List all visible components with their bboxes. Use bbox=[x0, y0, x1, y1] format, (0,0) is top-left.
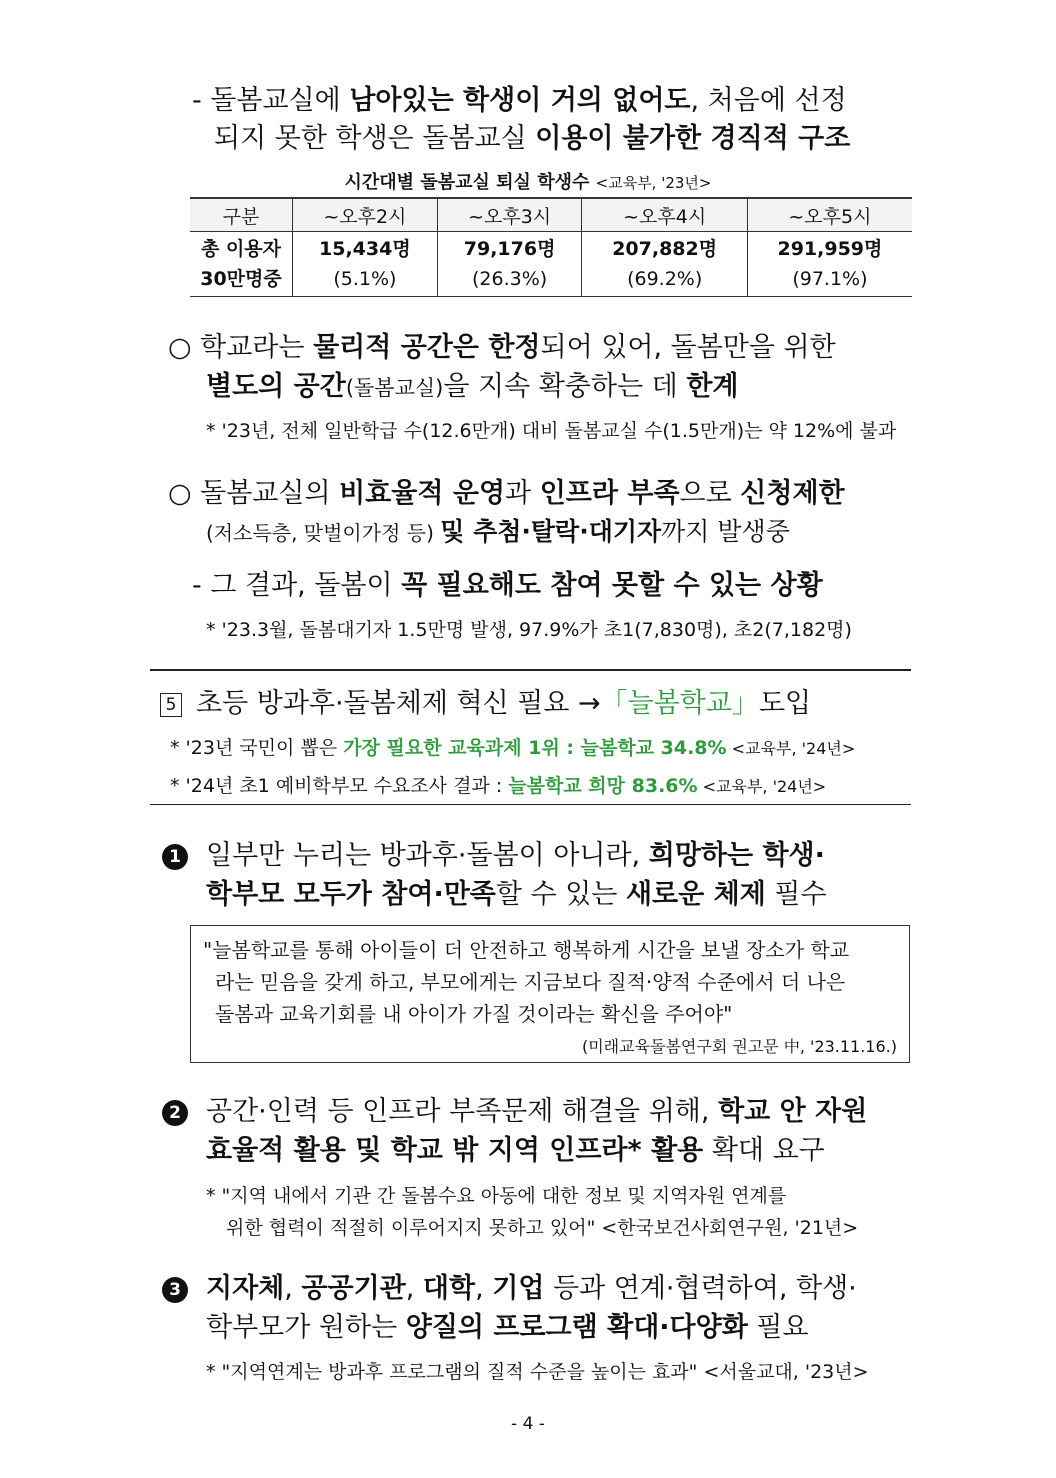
text-span: , 처음에 선정 bbox=[690, 85, 847, 116]
emphasis-text: 학교 안 자원 bbox=[718, 1096, 868, 1127]
emphasis-text: 효율적 활용 및 학교 밖 지역 인프라* 활용 bbox=[206, 1135, 704, 1166]
cell-value: 207,882명 bbox=[612, 238, 718, 260]
text-span: 을 지속 확충하는 데 bbox=[443, 371, 687, 402]
section-divider-top bbox=[150, 669, 911, 671]
table-header-cell: 구분 bbox=[190, 198, 293, 232]
paragraph-1-line-1 bbox=[168, 325, 836, 364]
cell-value: 291,959명 bbox=[777, 238, 883, 260]
emphasis-text: 공공기관 bbox=[301, 1273, 406, 1304]
item-2-number-icon: 2 bbox=[162, 1100, 188, 1126]
emphasis-text: 별도의 공간 bbox=[206, 371, 346, 402]
highlight-text: 「늘봄학교」 bbox=[600, 688, 759, 719]
item-3-line-2 bbox=[206, 1305, 809, 1344]
text-span: (저소득층, 맞벌이가정 등) bbox=[206, 521, 441, 545]
text-span: 으로 bbox=[679, 478, 741, 509]
highlight-text: 늘봄학교 희망 83.6% bbox=[508, 775, 698, 797]
text-span: 공간·인력 등 인프라 부족문제 해결을 위해, bbox=[206, 1096, 719, 1127]
intro-line-1 bbox=[192, 78, 847, 117]
text-span: ○ 학교라는 bbox=[168, 332, 314, 363]
emphasis-text: 기업 bbox=[492, 1273, 545, 1304]
item-2-note-line-1: * "지역 내에서 기관 간 돌봄수요 아동에 대한 정보 및 지역자원 연계를 bbox=[206, 1185, 787, 1207]
table-row bbox=[190, 232, 912, 297]
text-span: 확대 요구 bbox=[703, 1135, 825, 1166]
text-span: 일부만 누리는 방과후·돌봄이 아니라, bbox=[206, 840, 649, 871]
emphasis-text: 비효율적 운영 bbox=[339, 478, 506, 509]
quote-box bbox=[190, 925, 910, 1063]
text-span: 초등 방과후·돌봄체제 혁신 필요 → bbox=[196, 688, 601, 719]
table-header-cell: ~오후4시 bbox=[582, 198, 747, 232]
paragraph-2-line-1 bbox=[168, 471, 845, 510]
text-span: (돌봄교실) bbox=[345, 376, 444, 400]
paragraph-2-sub-line bbox=[192, 563, 823, 602]
emphasis-text: 물리적 공간은 한정 bbox=[313, 332, 541, 363]
text-span: 되어 있어, 돌봄만을 위한 bbox=[540, 332, 836, 363]
emphasis-text: 신청제한 bbox=[740, 478, 845, 509]
text-span: 및 bbox=[440, 517, 474, 546]
text-span: 등과 연계·협력하여, 학생· bbox=[544, 1273, 857, 1304]
item-1-line-2 bbox=[206, 872, 827, 911]
text-span: 필수 bbox=[765, 879, 827, 910]
emphasis-text: 양질의 프로그램 확대·다양화 bbox=[405, 1312, 748, 1343]
text-span: 필요 bbox=[747, 1312, 809, 1343]
text-span: , bbox=[284, 1273, 302, 1304]
page-number: - 4 - bbox=[511, 1414, 545, 1434]
paragraph-1-line-2 bbox=[206, 364, 739, 403]
text-span: , bbox=[475, 1273, 493, 1304]
section-note-1 bbox=[170, 733, 855, 760]
text-span: 할 수 있는 bbox=[495, 879, 626, 910]
emphasis-text: 남아있는 학생이 거의 없어도 bbox=[349, 85, 691, 116]
quote-source: (미래교육돌봄연구회 권고문 中, '23.11.16.) bbox=[581, 1037, 897, 1056]
item-3-note: * "지역연계는 방과후 프로그램의 질적 수준을 높이는 효과" <서울교대, '23년> bbox=[206, 1361, 869, 1383]
item-1-line-1 bbox=[162, 833, 825, 872]
table-cell bbox=[747, 232, 912, 297]
text-span: , bbox=[405, 1273, 423, 1304]
row-label-line: 총 이용자 bbox=[200, 238, 282, 260]
table-caption-source: <교육부, '23년> bbox=[595, 174, 712, 192]
text-span: * '24년 초1 예비학부모 수요조사 결과 : bbox=[170, 775, 509, 797]
text-span: * '23년 국민이 뽑은 bbox=[170, 737, 344, 759]
section-divider-bottom bbox=[150, 804, 911, 805]
item-2-line-2 bbox=[206, 1128, 825, 1167]
table-row-label bbox=[190, 232, 293, 297]
item-3-line-1 bbox=[162, 1266, 857, 1305]
emphasis-text: 희망하는 학생· bbox=[648, 840, 825, 871]
table-header-cell: ~오후5시 bbox=[747, 198, 912, 232]
table-caption bbox=[0, 168, 1056, 194]
item-1-number-icon: 1 bbox=[162, 844, 188, 870]
source-text: <교육부, '24년> bbox=[726, 739, 856, 758]
section-number-box: 5 bbox=[160, 693, 182, 717]
emphasis-text: 한계 bbox=[686, 371, 739, 402]
text-span: ○ 돌봄교실의 bbox=[168, 478, 340, 509]
text-span: 까지 발생중 bbox=[661, 517, 790, 546]
text-span: - 돌봄교실에 bbox=[192, 85, 350, 116]
paragraph-2-note: * '23.3월, 돌봄대기자 1.5만명 발생, 97.9%가 초1(7,830명), 초2(7,182명) bbox=[206, 619, 852, 641]
emphasis-text: 인프라 부족 bbox=[539, 478, 680, 509]
highlight-text: 가장 필요한 교육과제 1위 : 늘봄학교 34.8% bbox=[343, 737, 727, 759]
table-cell bbox=[293, 232, 438, 297]
source-text: <교육부, '24년> bbox=[697, 777, 827, 796]
quote-line-1: "늘봄학교를 통해 아이들이 더 안전하고 행복하게 시간을 보낼 장소가 학교 bbox=[203, 938, 850, 962]
emphasis-text: 새로운 체제 bbox=[625, 879, 766, 910]
paragraph-1-note: * '23년, 전체 일반학급 수(12.6만개) 대비 돌봄교실 수(1.5만개)는 약 12%에 불과 bbox=[206, 420, 897, 442]
cell-percent: (97.1%) bbox=[792, 268, 868, 290]
emphasis-text: 꼭 필요해도 참여 못할 수 있는 상황 bbox=[401, 570, 823, 601]
table-cell bbox=[582, 232, 747, 297]
cell-percent: (69.2%) bbox=[627, 268, 703, 290]
dropout-stats-table bbox=[190, 197, 912, 297]
table-header-cell: ~오후3시 bbox=[437, 198, 582, 232]
item-2-note-line-2: 위한 협력이 적절히 이루어지지 못하고 있어" <한국보건사회연구원, '21년> bbox=[226, 1217, 859, 1239]
emphasis-text: 이용이 불가한 경직적 구조 bbox=[535, 123, 851, 154]
text-span: 되지 못한 학생은 돌봄교실 bbox=[214, 123, 536, 154]
quote-line-3: 돌봄과 교육기회를 내 아이가 가질 것이라는 확신을 주어야" bbox=[215, 1002, 733, 1026]
row-label-line: 30만명중 bbox=[200, 268, 282, 290]
text-span: 도입 bbox=[758, 688, 812, 719]
table-cell bbox=[437, 232, 582, 297]
table-header-row bbox=[190, 198, 912, 232]
item-2-line-1 bbox=[162, 1089, 867, 1128]
table-header-cell: ~오후2시 bbox=[293, 198, 438, 232]
section-title bbox=[160, 681, 811, 720]
emphasis-text: 대학 bbox=[422, 1273, 476, 1304]
text-span: - 그 결과, 돌봄이 bbox=[192, 570, 402, 601]
cell-value: 15,434명 bbox=[319, 238, 411, 260]
text-span: 학부모가 원하는 bbox=[206, 1312, 406, 1343]
table-caption-title: 시간대별 돌봄교실 퇴실 학생수 bbox=[344, 172, 590, 193]
intro-line-2 bbox=[214, 116, 850, 155]
item-3-number-icon: 3 bbox=[162, 1277, 188, 1303]
cell-percent: (5.1%) bbox=[333, 268, 397, 290]
emphasis-text: 학부모 모두가 참여·만족 bbox=[206, 879, 496, 910]
section-note-2 bbox=[170, 771, 826, 798]
text-span: 과 bbox=[505, 478, 540, 509]
emphasis-text: 지자체 bbox=[206, 1273, 285, 1304]
emphasis-text: 추첨·탈락·대기자 bbox=[473, 517, 662, 546]
paragraph-2-line-2 bbox=[206, 512, 790, 548]
cell-value: 79,176명 bbox=[463, 238, 556, 260]
quote-line-2: 라는 믿음을 갖게 하고, 부모에게는 지금보다 질적·양적 수준에서 더 나은 bbox=[215, 970, 846, 994]
cell-percent: (26.3%) bbox=[472, 268, 548, 290]
